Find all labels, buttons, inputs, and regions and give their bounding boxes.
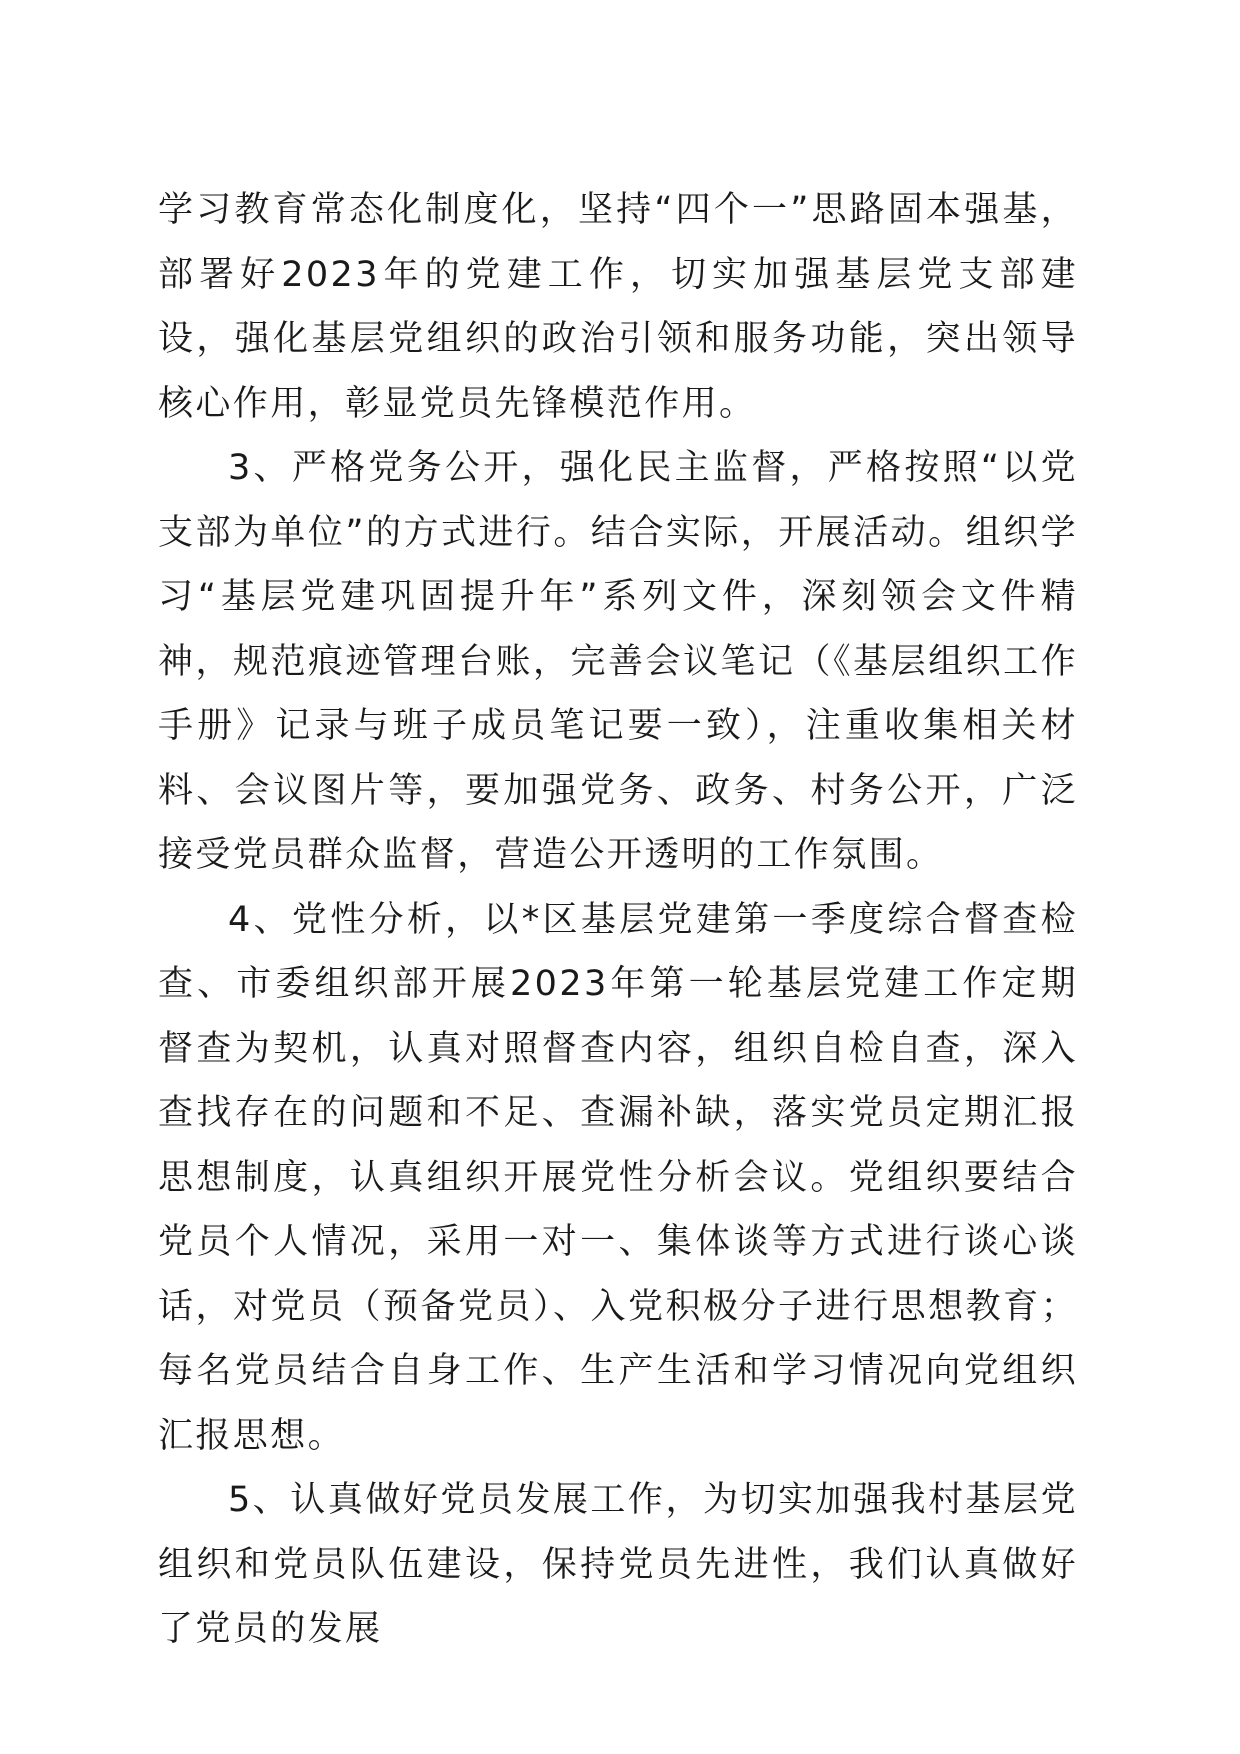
paragraph-continuation: 学习教育常态化制度化，坚持“四个一”思路固本强基，部署好2023年的党建工作，切实加强基层党支部建设，强化基层党组织的政治引领和服务功能，突出领导核心作用，彰显党员先锋模范作用。 xyxy=(158,190,1078,424)
paragraph-item-4: 4、党性分析，以*区基层党建第一季度综合督查检查、市委组织部开展2023年第一轮基层党建工作定期督查为契机，认真对照督查内容，组织自检自查，深入查找存在的问题和不足、查漏补缺，落实党员定期汇报思想制度，认真组织开展党性分析会议。党组织要结合党员个人情况，采用一对一、集体谈等方式进行谈心谈话，对党员（预备党员）、入党积极分子进行思想教育；每名党员结合自身工作、生产生活和学习情况向党组织汇报思想。 xyxy=(158,899,1078,1456)
paragraph-item-3: 3、严格党务公开，强化民主监督，严格按照“以党支部为单位”的方式进行。结合实际，开展活动。组织学习“基层党建巩固提升年”系列文件，深刻领会文件精神，规范痕迹管理台账，完善会议笔记（《基层组织工作手册》记录与班子成员笔记要一致），注重收集相关材料、会议图片等，要加强党务、政务、村务公开，广泛接受党员群众监督，营造公开透明的工作氛围。 xyxy=(158,448,1078,875)
paragraph-item-5: 5、认真做好党员发展工作，为切实加强我村基层党组织和党员队伍建设，保持党员先进性，我们认真做好了党员的发展 xyxy=(158,1480,1078,1649)
document-body xyxy=(158,178,1078,1662)
